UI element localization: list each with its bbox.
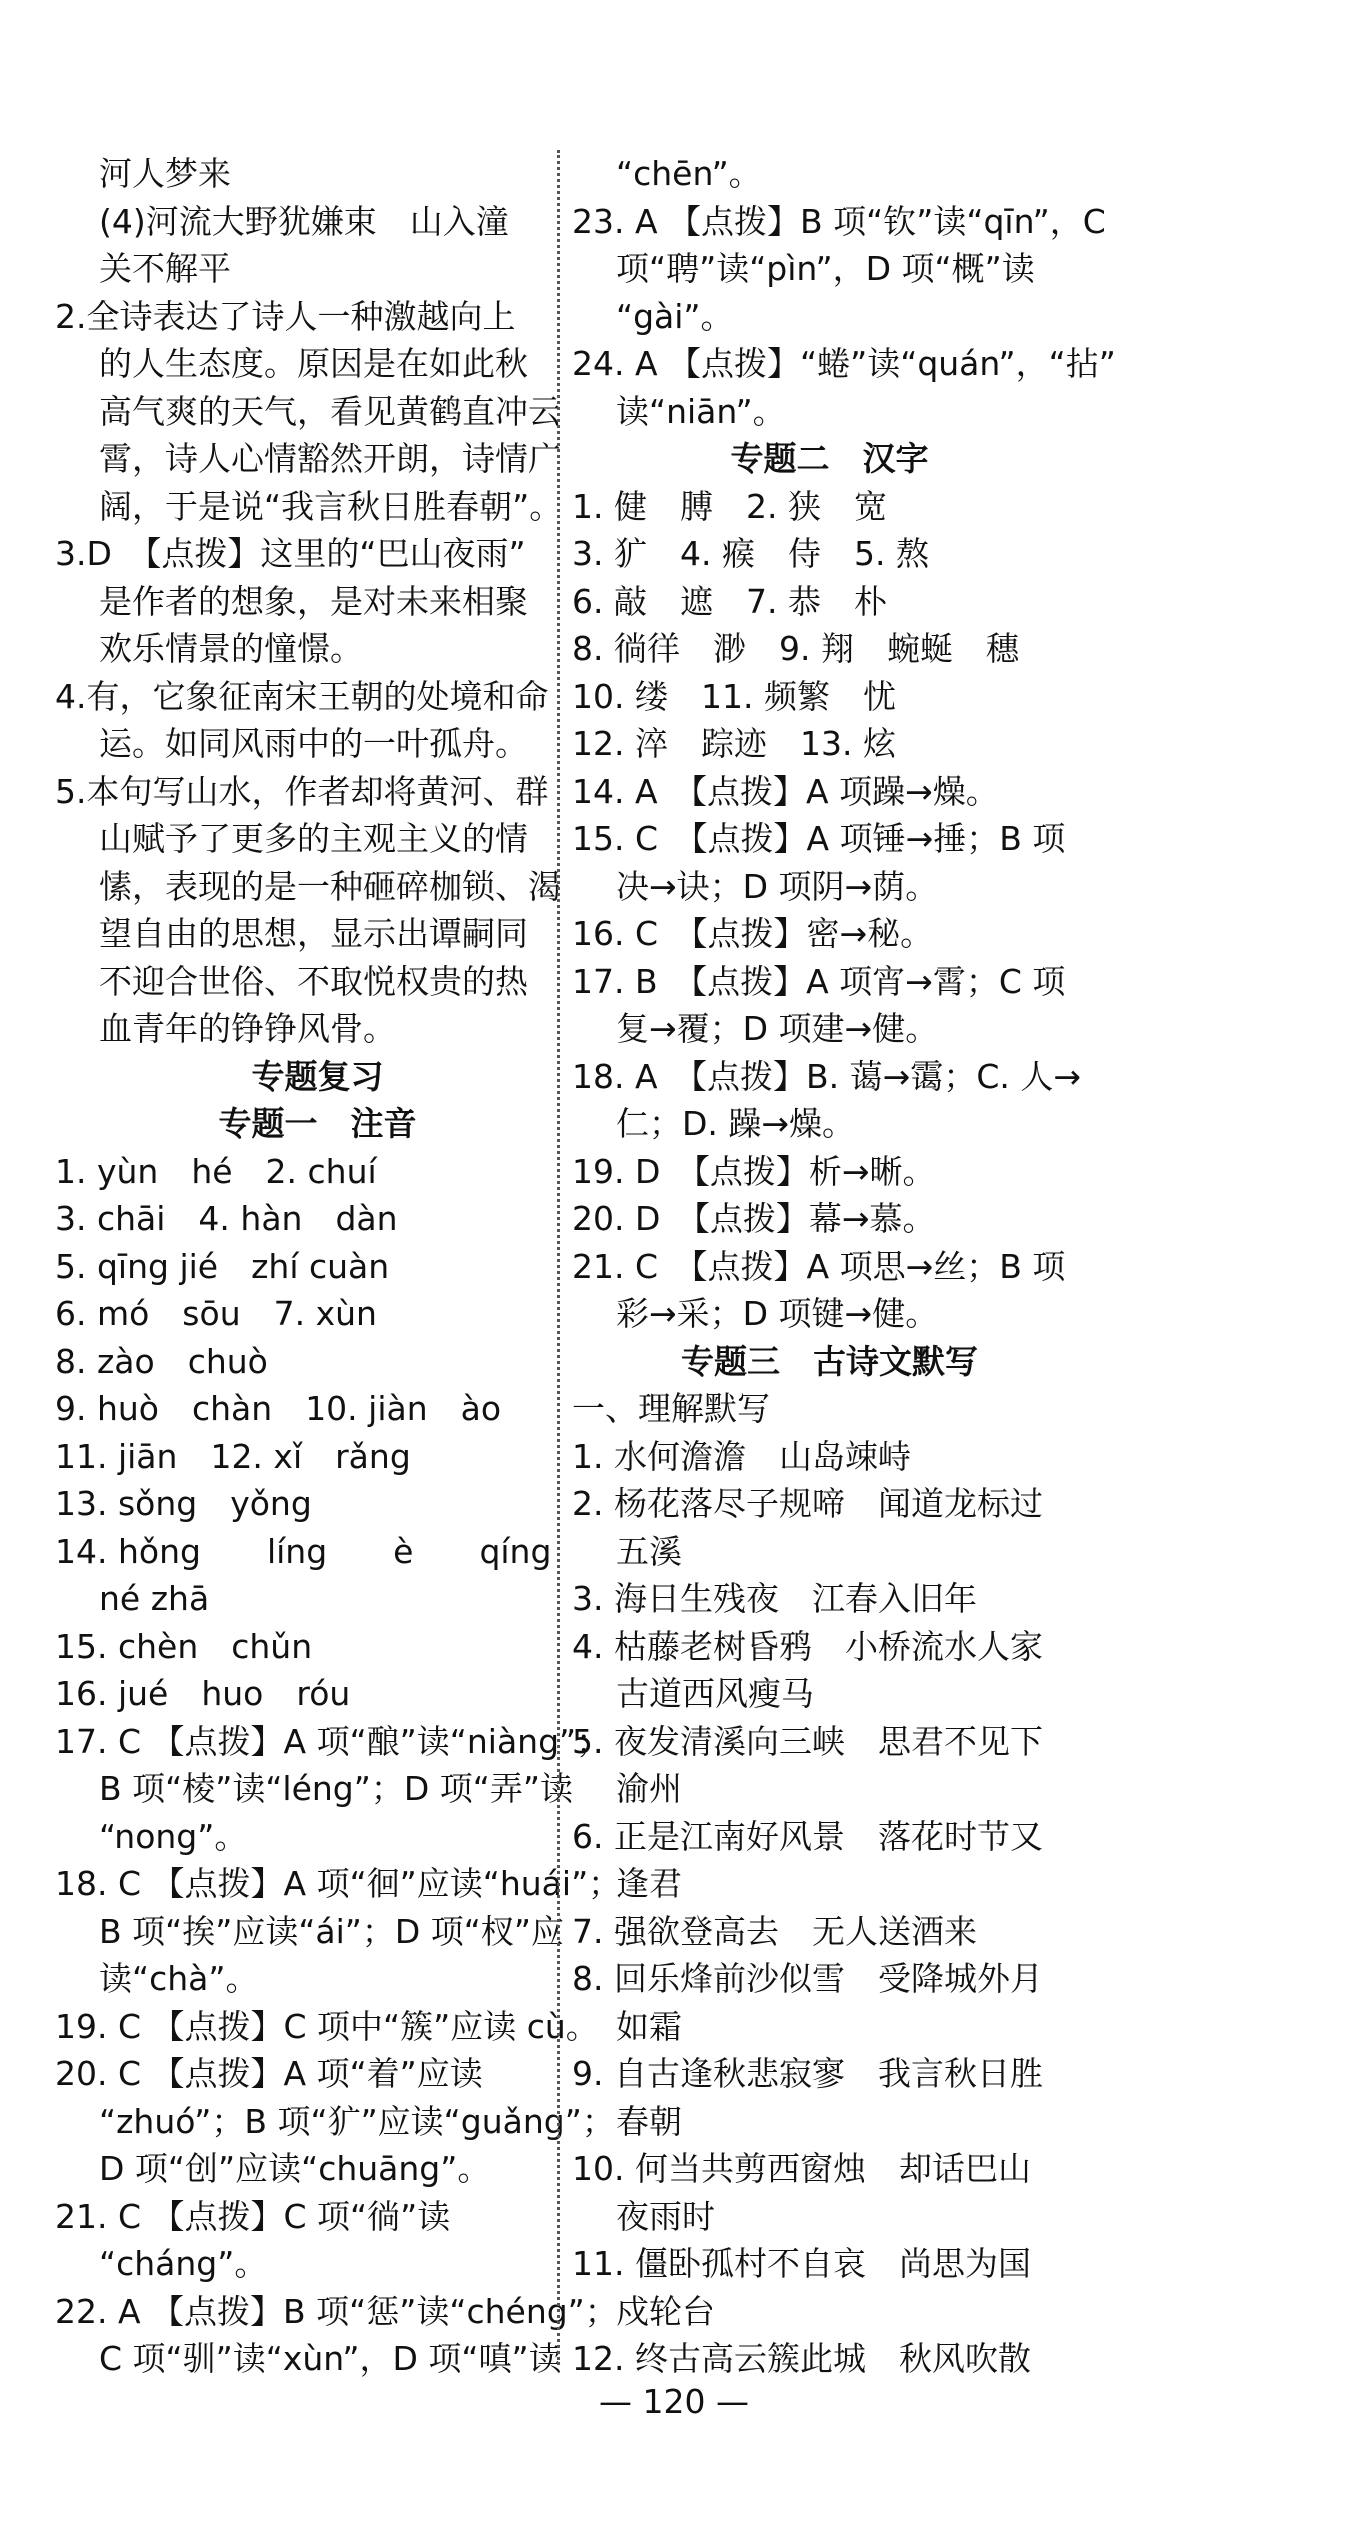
text-line: 运。如同风雨中的一叶孤舟。 [99, 724, 528, 763]
text-line: 血青年的铮铮风骨。 [99, 1009, 396, 1048]
section-heading: 专题三 古诗文默写 [681, 1341, 978, 1381]
text-line: 3. chāi 4. hàn dàn [55, 1199, 398, 1238]
text-line: 霄，诗人心情豁然开朗，诗情广 [99, 439, 561, 478]
text-line: 16. C 【点拨】密→秘。 [572, 914, 934, 953]
text-line: 3.D 【点拨】这里的“巴山夜雨” [55, 534, 526, 573]
text-line: 古道西风瘦马 [616, 1674, 814, 1713]
text-line: 22. A 【点拨】B 项“惩”读“chéng”； [55, 2291, 618, 2331]
text-line: 是作者的想象，是对未来相聚 [99, 581, 528, 621]
text-line: 高气爽的天气，看见黄鹤直冲云 [99, 391, 561, 431]
text-line: 的人生态度。原因是在如此秋 [99, 344, 528, 383]
text-line: (4)河流大野犹嫌束 山入潼 [99, 201, 509, 241]
page-number: — 120 — [599, 2382, 749, 2421]
text-line: 阔，于是说“我言秋日胜春朝”。 [99, 486, 563, 526]
text-line: 戍轮台 [616, 2291, 715, 2331]
text-line: 24. A 【点拨】“蜷”读“quán”，“拈” [572, 344, 1116, 383]
text-line: 12. 终古高云簇此城 秋风吹散 [572, 2339, 1031, 2378]
text-line: 渝州 [616, 1769, 682, 1808]
text-line: 7. 强欲登高去 无人送酒来 [572, 1911, 977, 1951]
text-line: 夜雨时 [616, 2196, 715, 2236]
text-line: 5.本句写山水，作者却将黄河、群 [55, 771, 549, 811]
text-line: 20. C 【点拨】A 项“着”应读 [55, 2054, 483, 2093]
text-line: 4.有，它象征南宋王朝的处境和命 [55, 676, 549, 716]
section-heading: 专题一 注音 [218, 1104, 417, 1143]
text-line: 仁；D. 躁→燥。 [616, 1104, 856, 1143]
text-line: 4. 枯藤老树昏鸦 小桥流水人家 [572, 1626, 1043, 1666]
text-line: 8. zào chuò [55, 1341, 268, 1381]
text-line: 10. 何当共剪西窗烛 却话巴山 [572, 2149, 1031, 2188]
text-line: 19. D 【点拨】析→晰。 [572, 1151, 936, 1191]
text-line: 6. 敲 遮 7. 恭 朴 [572, 581, 887, 621]
text-line: né zhā [99, 1579, 210, 1618]
text-line: 五溪 [616, 1531, 682, 1571]
text-line: 11. 僵卧孤村不自哀 尚思为国 [572, 2244, 1031, 2283]
text-line: 6. 正是江南好风景 落花时节又 [572, 1816, 1043, 1856]
text-line: 13. sǒng yǒng [55, 1484, 312, 1523]
text-line: “chēn”。 [616, 154, 762, 193]
text-line: 望自由的思想，显示出谭嗣同 [99, 914, 528, 953]
section-heading: 专题二 汉字 [730, 439, 929, 478]
text-line: 决→诀；D 项阴→荫。 [616, 866, 939, 906]
text-line: B 项“挨”应读“ái”；D 项“杈”应 [99, 1911, 564, 1951]
text-line: 6. mó sōu 7. xùn [55, 1294, 377, 1333]
text-line: 14. A 【点拨】A 项躁→燥。 [572, 771, 999, 811]
text-line: 20. D 【点拨】幕→慕。 [572, 1199, 936, 1238]
text-line: 5. 夜发清溪向三峡 思君不见下 [572, 1721, 1043, 1761]
text-line: 5. qīng jié zhí cuàn [55, 1246, 390, 1286]
text-line: 欢乐情景的憧憬。 [99, 629, 363, 668]
text-line: 17. B 【点拨】A 项宵→霄；C 项 [572, 961, 1066, 1001]
section-heading: 专题复习 [251, 1056, 384, 1096]
text-line: 18. C 【点拨】A 项“徊”应读“huái”； [55, 1864, 622, 1903]
text-line: 9. 自古逢秋悲寂寥 我言秋日胜 [572, 2054, 1043, 2093]
text-line: 18. A 【点拨】B. 蔼→霭；C. 人→ [572, 1056, 1081, 1096]
text-line: 15. C 【点拨】A 项锤→捶；B 项 [572, 819, 1066, 858]
text-line: “zhuó”；B 项“犷”应读“guǎng”； [99, 2101, 615, 2141]
text-line: 不迎合世俗、不取悦权贵的热 [99, 961, 528, 1001]
text-line: 愫，表现的是一种砸碎枷锁、渴 [99, 866, 561, 906]
text-line: 关不解平 [99, 249, 231, 288]
text-line: 15. chèn chǔn [55, 1626, 313, 1666]
text-line: 10. 缕 11. 频繁 忧 [572, 676, 896, 716]
text-line: 山赋予了更多的主观主义的情 [99, 819, 528, 858]
text-line: 8. 徜徉 渺 9. 翔 蜿蜒 穗 [572, 629, 1019, 668]
text-line: 21. C 【点拨】A 项思→丝；B 项 [572, 1246, 1066, 1286]
text-line: 3. 海日生残夜 江春入旧年 [572, 1579, 977, 1618]
text-line: 春朝 [616, 2101, 682, 2141]
text-line: 16. jué huo róu [55, 1674, 351, 1713]
text-line: 如霜 [616, 2006, 682, 2046]
text-line: “gài”。 [616, 296, 734, 336]
text-line: 2. 杨花落尽子规啼 闻道龙标过 [572, 1484, 1043, 1523]
text-line: 11. jiān 12. xǐ rǎng [55, 1436, 411, 1476]
text-line: 彩→采；D 项键→健。 [616, 1294, 939, 1333]
left-column [55, 150, 622, 2383]
text-line: 复→覆；D 项建→健。 [616, 1009, 939, 1048]
text-line: 8. 回乐烽前沙似雪 受降城外月 [572, 1959, 1043, 1998]
column-divider [557, 150, 560, 2365]
text-line: 1. 水何澹澹 山岛竦峙 [572, 1436, 911, 1476]
text-line: 9. huò chàn 10. jiàn ào [55, 1389, 502, 1428]
text-line: “cháng”。 [99, 2244, 268, 2283]
right-column [572, 150, 1116, 2383]
text-line: 12. 淬 踪迹 13. 炫 [572, 724, 896, 763]
text-line: D 项“创”应读“chuāng”。 [99, 2149, 491, 2188]
text-line: 河人梦来 [99, 154, 231, 193]
text-line: C 项“驯”读“xùn”，D 项“嗔”读 [99, 2339, 562, 2378]
text-line: 1. 健 膊 2. 狭 宽 [572, 486, 887, 526]
text-line: 2.全诗表达了诗人一种激越向上 [55, 296, 516, 336]
text-line: 读“niān”。 [616, 391, 786, 431]
text-line: “nong”。 [99, 1816, 248, 1856]
text-line: B 项“棱”读“léng”；D 项“弄”读 [99, 1769, 573, 1808]
text-line: 一、理解默写 [572, 1389, 770, 1428]
text-line: 17. C 【点拨】A 项“酿”读“niàng”； [55, 1721, 610, 1761]
text-line: 21. C 【点拨】C 项“徜”读 [55, 2196, 451, 2236]
text-line: 14. hǒng líng è qíng [55, 1531, 552, 1571]
text-line: 1. yùn hé 2. chuí [55, 1151, 377, 1191]
text-line: 读“chà”。 [99, 1959, 259, 1998]
text-line: 19. C 【点拨】C 项中“簇”应读 cù。 [55, 2006, 599, 2046]
text-line: 3. 犷 4. 瘊 侍 5. 熬 [572, 534, 929, 573]
text-line: 项“聘”读“pìn”，D 项“概”读 [616, 249, 1035, 288]
text-line: 逢君 [616, 1864, 682, 1903]
text-line: 23. A 【点拨】B 项“钦”读“qīn”，C [572, 201, 1106, 241]
